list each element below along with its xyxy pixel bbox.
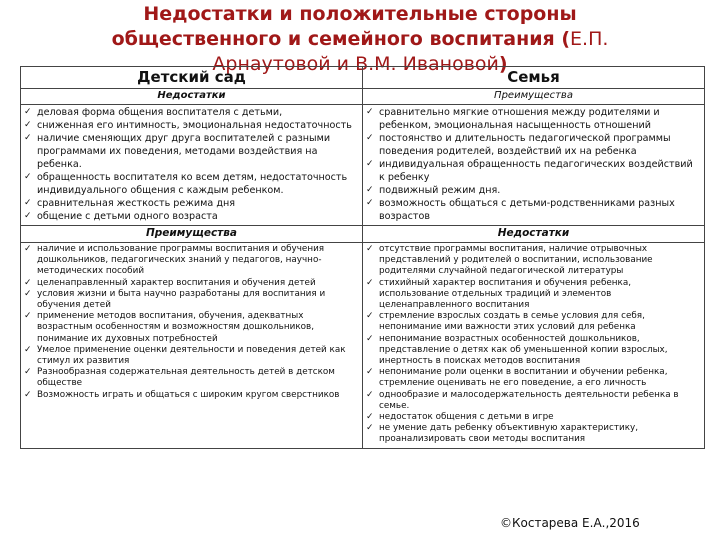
title-line-2-bold: общественного и семейного воспитания ( <box>111 28 571 50</box>
list-item <box>366 311 701 333</box>
checkmark-icon: ✓ <box>24 172 32 182</box>
list-item-text: индивидуальная обращенность педагогических воздействий к ребенку <box>379 159 693 183</box>
checkmark-icon: ✓ <box>366 244 374 254</box>
list-item-text: не умение дать ребенку объективную характеристику, проанализировать свои методы воспитания <box>379 423 639 445</box>
column-header-kindergarten: Детский сад <box>21 67 363 89</box>
list-item-text: отсутствие программы воспитания, наличие отрывочных представлений у родителей о воспитании, использование родителями случайной педагогической литературы <box>379 244 653 277</box>
list-item-text: недостаток общения с детьми в игре <box>379 412 554 423</box>
title-line-3-authors: Арнаутовой и В.М. Ивановой <box>212 53 499 75</box>
kindergarten-advantages-cell <box>21 243 363 449</box>
copyright-text: ©Костарева Е.А.,2016 <box>500 516 640 530</box>
checkmark-icon: ✓ <box>366 159 374 169</box>
family-advantages-cell <box>363 105 705 226</box>
checkmark-icon: ✓ <box>24 344 32 355</box>
subheader-row-2 <box>21 226 705 243</box>
kindergarten-disadvantages-cell <box>21 105 363 226</box>
list-item-text: сравнительно мягкие отношения между родителями и ребенком, эмоциональная насыщенность отношений <box>379 107 660 131</box>
list-item <box>366 390 701 412</box>
checkmark-icon: ✓ <box>24 198 32 208</box>
list-item <box>366 244 701 278</box>
list-item <box>366 334 701 368</box>
list-item-text: условия жизни и быта научно разработаны для воспитания и обучения детей <box>37 288 326 311</box>
title-line-2-authors: Е.П. <box>570 28 609 50</box>
list-item-text: сниженная его интимность, эмоциональная недостаточность <box>37 120 352 131</box>
list-item <box>24 210 359 223</box>
checkmark-icon: ✓ <box>366 311 374 322</box>
title-line-3-bold: ) <box>498 53 508 75</box>
list-item-text: деловая форма общения воспитателя с детьми, <box>37 107 283 118</box>
kindergarten-disadvantages-label: Недостатки <box>21 89 363 105</box>
list-item-text: Умелое применение оценки деятельности и поведения детей как стимул их развития <box>37 344 346 367</box>
list-item <box>366 278 701 312</box>
checkmark-icon: ✓ <box>24 311 32 322</box>
list-item <box>366 423 701 445</box>
list-item <box>24 345 359 367</box>
list-item-text: обращенность воспитателя ко всем детям, недостаточность индивидуального общения с каждым ребенком. <box>37 172 348 196</box>
list-item <box>24 278 359 289</box>
list-item <box>24 171 359 197</box>
checkmark-icon: ✓ <box>24 120 32 130</box>
comparison-table <box>20 66 705 449</box>
checkmark-icon: ✓ <box>24 107 32 117</box>
list-item <box>366 412 701 423</box>
checkmark-icon: ✓ <box>366 333 374 344</box>
list-item <box>24 311 359 345</box>
checkmark-icon: ✓ <box>366 133 374 143</box>
list-item-text: сравнительная жесткость режима дня <box>37 198 236 209</box>
checkmark-icon: ✓ <box>24 211 32 221</box>
list-item-text: Разнообразная содержательная деятельность детей в детском обществе <box>37 367 335 389</box>
content-row-2 <box>21 243 705 449</box>
checkmark-icon: ✓ <box>24 367 32 378</box>
checkmark-icon: ✓ <box>24 244 32 254</box>
checkmark-icon: ✓ <box>366 277 374 288</box>
list-item-text: подвижный режим дня. <box>379 185 501 196</box>
list-item <box>24 132 359 171</box>
list-item-text: наличие и использование программы воспитания и обучения дошкольников, педагогических знаний у педагогов, научно-методических пособий <box>37 244 325 277</box>
list-item <box>366 158 701 184</box>
list-item-text: стихийный характер воспитания и обучения ребенка, использование отдельных традиций и элементов целенаправленного воспитания <box>379 277 632 311</box>
list-item-text: применение методов воспитания, обучения, адекватных возрастным особенностям и возможностям дошкольников, понимание их духовных потребностей <box>37 311 314 344</box>
list-item-text: стремление взрослых создать в семье условия для себя, непонимание ими важности этих условий для ребенка <box>379 311 645 333</box>
checkmark-icon: ✓ <box>366 198 374 208</box>
title-line-2 <box>40 27 680 52</box>
kindergarten-advantages-list <box>24 244 359 401</box>
list-item-text: Возможность играть и общаться с широким кругом сверстников <box>37 389 340 400</box>
list-item-text: однообразие и малосодержательность деятельности ребенка в семье. <box>379 389 679 411</box>
checkmark-icon: ✓ <box>366 185 374 195</box>
family-disadvantages-cell <box>363 243 705 449</box>
list-item <box>366 367 701 389</box>
list-item <box>24 289 359 311</box>
column-header-family: Семья <box>363 67 705 89</box>
kindergarten-disadvantages-list <box>24 106 359 223</box>
checkmark-icon: ✓ <box>366 389 374 400</box>
header-row <box>21 67 705 89</box>
checkmark-icon: ✓ <box>366 107 374 117</box>
list-item-text: целенаправленный характер воспитания и обучения детей <box>37 277 316 288</box>
family-disadvantages-list <box>366 244 701 446</box>
content-row-1 <box>21 105 705 226</box>
checkmark-icon: ✓ <box>24 277 32 288</box>
checkmark-icon: ✓ <box>366 423 374 434</box>
list-item <box>24 390 359 401</box>
list-item-text: непонимание роли оценки в воспитании и обучении ребенка, стремление оценивать не его поведение, а его личность <box>379 367 668 389</box>
list-item-text: непонимание возрастных особенностей дошкольников, представление о детях как об уменьшенной копии взрослых, инертность в поисках методов воспитания <box>379 333 668 367</box>
checkmark-icon: ✓ <box>24 288 32 299</box>
checkmark-icon: ✓ <box>366 367 374 378</box>
list-item-text: общение с детьми одного возраста <box>37 211 218 222</box>
list-item <box>366 132 701 158</box>
list-item <box>366 197 701 223</box>
checkmark-icon: ✓ <box>24 389 32 400</box>
title-line-1: Недостатки и положительные стороны <box>143 3 577 25</box>
list-item <box>24 119 359 132</box>
list-item <box>366 184 701 197</box>
list-item <box>24 106 359 119</box>
list-item <box>366 106 701 132</box>
list-item-text: возможность общаться с детьми-родственниками разных возрастов <box>379 198 675 222</box>
checkmark-icon: ✓ <box>366 412 374 423</box>
list-item <box>24 244 359 278</box>
subheader-row-1 <box>21 89 705 105</box>
list-item-text: постоянство и длительность педагогической программы поведения родителей, воздействий их на ребенка <box>379 133 671 157</box>
kindergarten-advantages-label: Преимущества <box>21 226 363 243</box>
family-advantages-list <box>366 106 701 223</box>
list-item-text: наличие сменяющих друг друга воспитателей с разными программами их поведения, методами воздействия на ребенка. <box>37 133 331 170</box>
list-item <box>24 367 359 389</box>
family-advantages-label: Преимущества <box>363 89 705 105</box>
checkmark-icon: ✓ <box>24 133 32 143</box>
list-item <box>24 197 359 210</box>
family-disadvantages-label: Недостатки <box>363 226 705 243</box>
